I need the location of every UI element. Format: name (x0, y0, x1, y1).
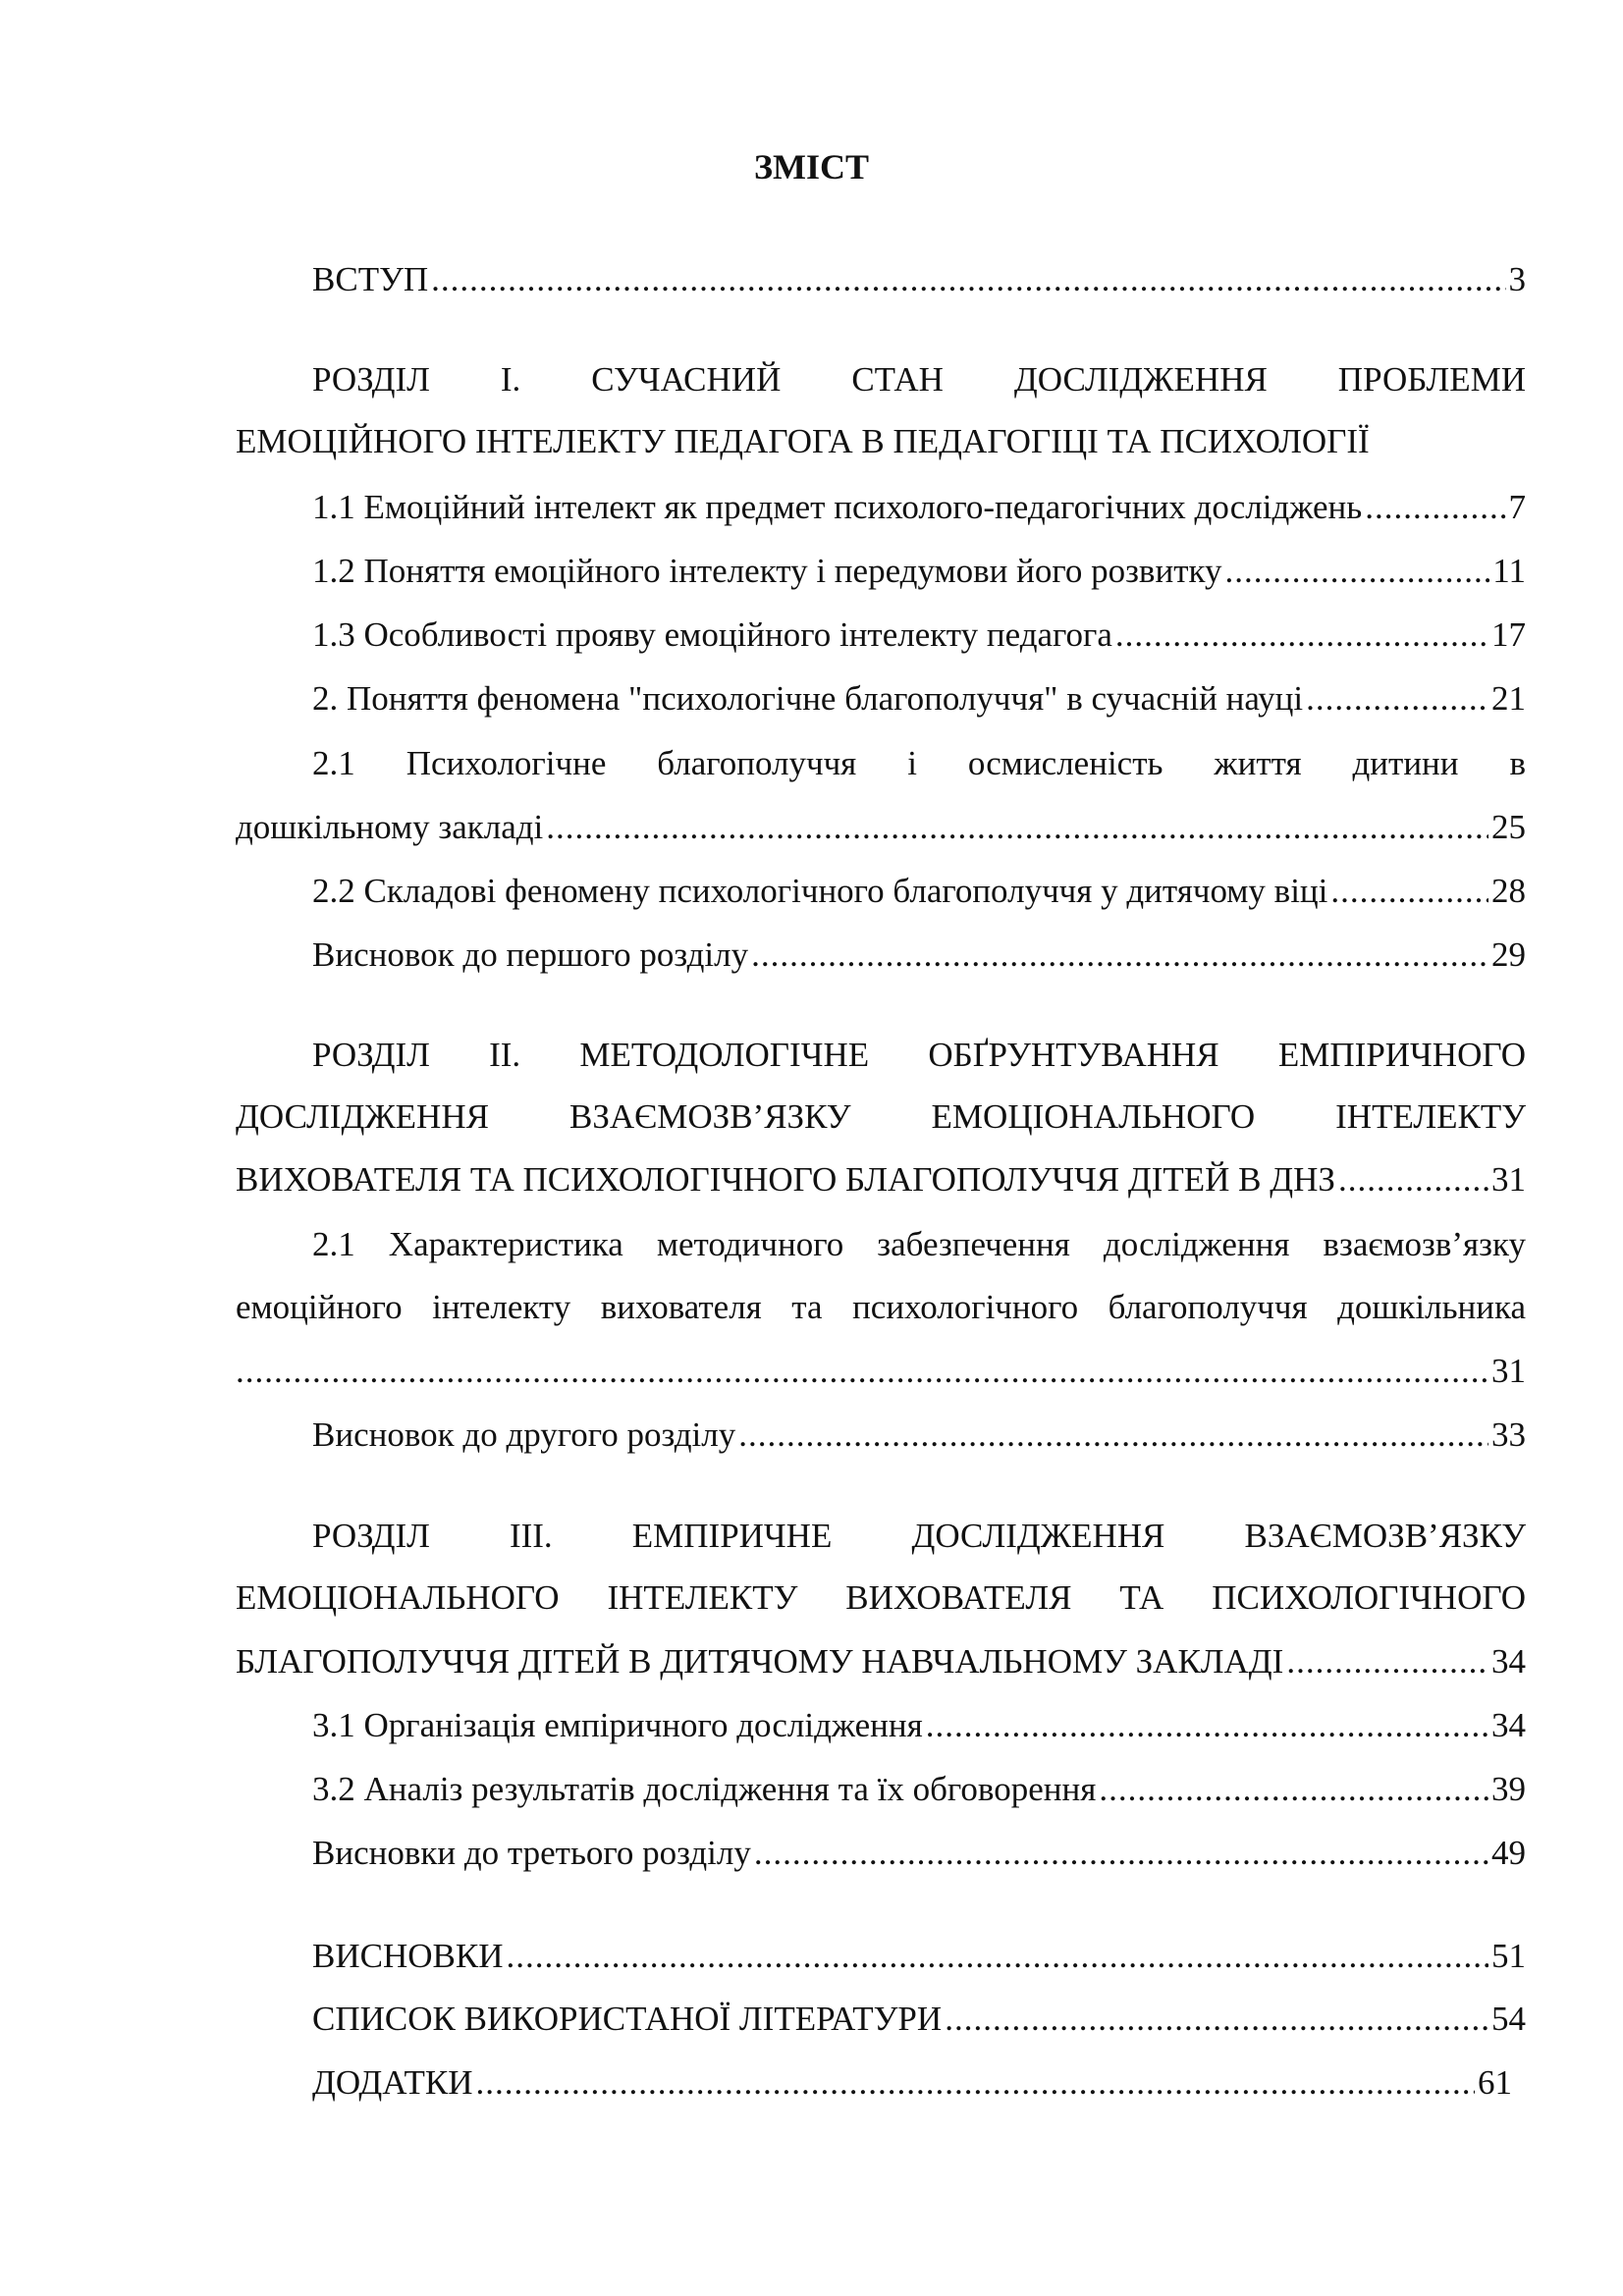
chapter-3-heading-line-1[interactable] (236, 1517, 1526, 1556)
toc-page-number: 61 (1478, 2063, 1512, 2102)
toc-page-number: 28 (1491, 872, 1526, 910)
dot-leader (1365, 488, 1505, 527)
toc-entry-label: 1.3 Особливості прояву емоційного інтелекту педагога (312, 615, 1112, 654)
toc-page-number: 31 (1491, 1160, 1526, 1199)
toc-entry-label: 1.1 Емоційний інтелект як предмет психолого-педагогічних досліджень (312, 488, 1363, 526)
toc-entry-2-2[interactable] (236, 872, 1526, 911)
dot-leader (1115, 615, 1488, 655)
dot-leader (431, 260, 1505, 299)
toc-entry-label: ВСТУП (312, 260, 429, 298)
toc-entry-conclusions[interactable] (236, 1937, 1526, 1976)
toc-entry-intro[interactable] (236, 260, 1526, 299)
toc-entry-1-3[interactable] (236, 615, 1526, 655)
toc-entry-2-1b-line-3[interactable] (236, 1352, 1526, 1391)
dot-leader (1306, 679, 1488, 719)
chapter-3-heading-line-3[interactable] (236, 1642, 1526, 1682)
toc-entry-label: ВИСНОВКИ (312, 1937, 504, 1975)
toc-entry-1-1[interactable] (236, 488, 1526, 527)
toc-entry-conclusion-3[interactable] (236, 1834, 1526, 1873)
toc-page-number: 17 (1491, 615, 1526, 654)
toc-entry-label: СПИСОК ВИКОРИСТАНОЇ ЛІТЕРАТУРИ (312, 2000, 943, 2038)
dot-leader (754, 1834, 1488, 1873)
toc-entry-label: ДОДАТКИ (312, 2063, 473, 2102)
dot-leader (1338, 1160, 1488, 1200)
toc-entry-2-1-line-1[interactable] (236, 744, 1526, 783)
toc-entry-3-2[interactable] (236, 1770, 1526, 1809)
chapter-2-heading-line-3[interactable] (236, 1160, 1526, 1200)
dot-leader (475, 2063, 1475, 2103)
dot-leader (546, 808, 1488, 847)
toc-entry-references[interactable] (236, 2000, 1526, 2039)
dot-leader (945, 2000, 1488, 2039)
toc-entry-label: 2. Поняття феномена "психологічне благополуччя" в сучасній науці (312, 679, 1304, 718)
chapter-3-heading-text: РОЗДІЛ ІІІ. ЕМПІРИЧНЕ ДОСЛІДЖЕННЯ ВЗАЄМОЗВ’ЯЗКУ (312, 1517, 1526, 1555)
page-title: ЗМІСТ (754, 147, 869, 187)
toc-page-number: 31 (1491, 1352, 1526, 1390)
toc-entry-label: 2.2 Складові феномену психологічного благополуччя у дитячому віці (312, 872, 1328, 910)
chapter-2-heading-text: РОЗДІЛ ІІ. МЕТОДОЛОГІЧНЕ ОБҐРУНТУВАННЯ ЕМПІРИЧНОГО (312, 1036, 1526, 1074)
toc-entry-label: 3.1 Організація емпіричного дослідження (312, 1706, 923, 1744)
toc-entry-label: 3.2 Аналіз результатів дослідження та їх обговорення (312, 1770, 1097, 1808)
toc-page-number: 54 (1491, 2000, 1526, 2038)
toc-page-number: 39 (1491, 1770, 1526, 1808)
toc-entry-1-2[interactable] (236, 552, 1526, 591)
toc-entry-2[interactable] (236, 679, 1526, 719)
toc-page-number: 29 (1491, 935, 1526, 974)
dot-leader (751, 935, 1488, 975)
chapter-3-heading-line-2[interactable] (236, 1578, 1526, 1618)
dot-leader (506, 1937, 1488, 1976)
chapter-1-heading-text: ЕМОЦІЙНОГО ІНТЕЛЕКТУ ПЕДАГОГА В ПЕДАГОГІЦІ ТА ПСИХОЛОГІЇ (236, 422, 1370, 460)
toc-entry-conclusion-1[interactable] (236, 935, 1526, 975)
toc-entry-label: Висновки до третього розділу (312, 1834, 751, 1872)
toc-entry-label: дошкільному закладі (236, 808, 544, 846)
toc-page-number: 11 (1492, 552, 1526, 590)
dot-leader (236, 1352, 1488, 1391)
toc-entry-2-1-line-2[interactable] (236, 808, 1526, 847)
chapter-2-heading-text: ВИХОВАТЕЛЯ ТА ПСИХОЛОГІЧНОГО БЛАГОПОЛУЧЧЯ ДІТЕЙ В ДНЗ (236, 1160, 1335, 1199)
toc-page-number: 34 (1491, 1706, 1526, 1744)
toc-page-number: 25 (1491, 808, 1526, 846)
chapter-3-heading-text: ЕМОЦІОНАЛЬНОГО ІНТЕЛЕКТУ ВИХОВАТЕЛЯ ТА ПСИХОЛОГІЧНОГО (236, 1578, 1526, 1617)
toc-entry-conclusion-2[interactable] (236, 1415, 1526, 1455)
toc-entry-label: 2.1 Характеристика методичного забезпечення дослідження взаємозв’язку (312, 1225, 1526, 1263)
dot-leader (926, 1706, 1488, 1745)
toc-page-number: 7 (1508, 488, 1526, 526)
toc-page-number: 21 (1491, 679, 1526, 718)
toc-entry-2-1b-line-1[interactable] (236, 1225, 1526, 1264)
toc-entry-label: 2.1 Психологічне благополуччя і осмисленість життя дитини в (312, 744, 1526, 782)
chapter-2-heading-text: ДОСЛІДЖЕННЯ ВЗАЄМОЗВ’ЯЗКУ ЕМОЦІОНАЛЬНОГО ІНТЕЛЕКТУ (236, 1097, 1526, 1136)
toc-page-number: 51 (1491, 1937, 1526, 1975)
toc-page-number: 3 (1508, 260, 1526, 298)
toc-entry-label: Висновок до першого розділу (312, 935, 749, 974)
toc-page-number: 34 (1491, 1642, 1526, 1681)
dot-leader (1330, 872, 1488, 911)
chapter-2-heading-line-2[interactable] (236, 1097, 1526, 1137)
chapter-1-heading-line-2[interactable] (236, 422, 1526, 461)
toc-page-number: 33 (1491, 1415, 1526, 1454)
toc-entry-3-1[interactable] (236, 1706, 1526, 1745)
dot-leader (738, 1415, 1488, 1455)
toc-entry-label: емоційного інтелекту вихователя та психологічного благополуччя дошкільника (236, 1288, 1526, 1326)
chapter-1-heading-text: РОЗДІЛ І. СУЧАСНИЙ СТАН ДОСЛІДЖЕННЯ ПРОБЛЕМИ (312, 360, 1526, 399)
toc-entry-label: 1.2 Поняття емоційного інтелекту і передумови його розвитку (312, 552, 1222, 590)
dot-leader (1286, 1642, 1488, 1682)
dot-leader (1225, 552, 1490, 591)
chapter-1-heading-line-1[interactable] (236, 360, 1526, 400)
chapter-2-heading-line-1[interactable] (236, 1036, 1526, 1075)
toc-entry-label: Висновок до другого розділу (312, 1415, 736, 1454)
chapter-3-heading-text: БЛАГОПОЛУЧЧЯ ДІТЕЙ В ДИТЯЧОМУ НАВЧАЛЬНОМУ ЗАКЛАДІ (236, 1642, 1284, 1681)
dot-leader (1099, 1770, 1488, 1809)
toc-entry-2-1b-line-2[interactable] (236, 1288, 1526, 1327)
toc-entry-appendices[interactable] (236, 2063, 1512, 2103)
toc-page-number: 49 (1491, 1834, 1526, 1872)
